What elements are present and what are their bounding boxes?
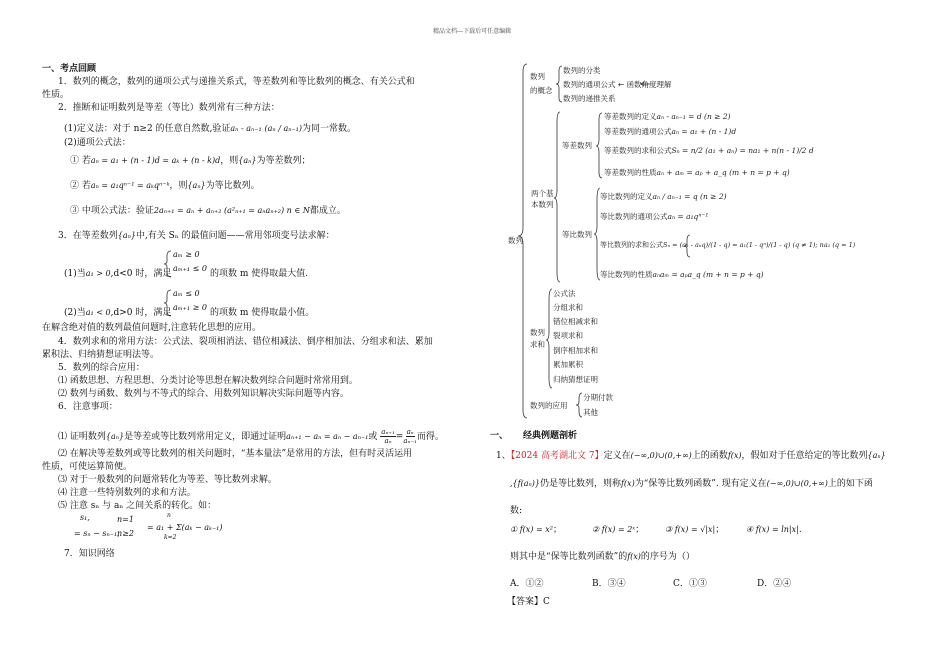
piecewise-case-1-cond: n=1 bbox=[117, 515, 134, 524]
tree-node-basic-line-2: 本数列 bbox=[531, 200, 554, 209]
case-max-result: 的项数 m 使得取最大值. bbox=[210, 269, 309, 279]
method-general-term: (2)通项公式法： bbox=[64, 138, 131, 148]
paragraph-5-item-2: ⑵ 数列与函数、数列与不等式的综合、用数列知识解决实际问题等内容。 bbox=[58, 389, 349, 399]
arith-general-formula: aₙ = a₁ + (n - 1)d = aₖ + (n - k)d bbox=[90, 156, 221, 165]
tree-sum-item-1: 公式法 bbox=[553, 289, 576, 298]
tree-node-arith: 等差数列 bbox=[562, 141, 592, 150]
sum-expression: = a₁ + Σ(aₖ − aₖ₋₁) bbox=[147, 523, 223, 532]
question-1-ask: 则其中是“保等比数列函数”的f(x)的序号为（） bbox=[510, 552, 695, 562]
section-title-review: 一、考点回顾 bbox=[42, 64, 97, 74]
option-4: ④ f(x) = ln|x|. bbox=[746, 525, 802, 535]
tree-node-app: 数列的应用 bbox=[530, 401, 568, 410]
paragraph-7: 7．知识网络 bbox=[64, 549, 115, 559]
note-1: ⑴ 证明数列{aₙ}是等差或等比数列常用定义，即通过证明aₙ₊₁ − aₙ = aₙ − aₙ₋₁或 $\frac{\text{aₙ₊₁}}{\text{aₙ}}$ = $\frac{\text{aₙ}}{\text{aₙ₋₁}}$ 而得。 bbox=[58, 428, 444, 445]
sequence-symbol: {aₙ} bbox=[117, 231, 136, 240]
paragraph-1-line-1: 1．数列的概念，数列的通项公式与递推关系式，等差数列和等比数列的概念、有关公式和 bbox=[58, 77, 415, 87]
tree-arith-item-3: 等差数列的求和公式Sₙ = n/2 (a₁ + aₙ) = na₁ + n(n - 1)/2 d bbox=[604, 146, 814, 155]
tree-concept-item-3: 数列的递推关系 bbox=[563, 94, 616, 103]
middle-term-formula: 2aₙ₊₁ = aₙ + aₙ₊₂ (a²ₙ₊₁ = aₙaₙ₊₂) n ∈ N bbox=[153, 206, 310, 215]
tree-sum-item-5: 倒序相加求和 bbox=[553, 346, 598, 355]
tree-arith-item-1: 等差数列的定义aₙ - aₙ₋₁ = d (n ≥ 2) bbox=[604, 112, 731, 121]
tree-sum-item-4: 裂项求和 bbox=[553, 331, 583, 340]
choice-a[interactable]: A．①② bbox=[510, 579, 544, 589]
note-5: ⑸ 注意 sₙ 与 aₙ 之间关系的转化。如： bbox=[58, 501, 217, 511]
tree-sum-item-6: 累加累积 bbox=[553, 360, 583, 369]
method-general-term-arith: ① 若aₙ = a₁ + (n - 1)d = aₖ + (n - k)d，则{aₙ}为等差数列； bbox=[70, 156, 311, 166]
option-3: ③ f(x) = √|x|； bbox=[665, 525, 725, 535]
tree-geo-item-3: 等比数列的求和公式Sₙ = (a₁ - aₙq)/(1 - q) = a₁(1 - qⁿ)/(1 - q) (q ≠ 1); na₁ (q = 1) bbox=[600, 241, 856, 249]
case-max-condition-1: aₘ ≥ 0 bbox=[173, 250, 200, 259]
option-2: ② f(x) = 2ˣ； bbox=[592, 525, 645, 535]
sequence-symbol: {aₙ} bbox=[105, 432, 125, 441]
piecewise-case-2-cond: n≥2 bbox=[117, 529, 134, 538]
sequence-symbol: {aₙ} bbox=[187, 181, 206, 190]
tree-node-concept-1: 数列 bbox=[530, 72, 545, 81]
paragraph-3: 3．在等差数列{aₙ}中,有关 Sₙ 的最值问题——常用邻项变号法求解： bbox=[58, 231, 335, 241]
paragraph-5-item-1: ⑴ 函数思想、方程思想、分类讨论等思想在解决数列综合问题时常常用到。 bbox=[58, 376, 358, 386]
tree-node-concept-2: 的概念 bbox=[530, 86, 553, 95]
note-3: ⑶ 对于一般数列的问题常转化为等差、等比数列求解。 bbox=[58, 475, 277, 485]
case-min-condition-1: aₘ ≤ 0 bbox=[173, 289, 200, 298]
tree-geo-item-1: 等比数列的定义aₙ / aₙ₋₁ = q (n ≥ 2) bbox=[600, 192, 727, 201]
method-general-term-geo: ② 若aₙ = a₁qⁿ⁻¹ = aₖqⁿ⁻ᵏ，则{aₙ}为等比数列。 bbox=[70, 181, 260, 191]
tree-app-item-2: 其他 bbox=[583, 408, 598, 417]
question-1-line-3: 数: bbox=[510, 506, 523, 516]
section-title-examples: 经典例题剖析 bbox=[523, 431, 578, 441]
note-4: ⑷ 注意一些特别数列的求和方法。 bbox=[58, 488, 196, 498]
page-header: 精品文档---下载后可任意编辑 bbox=[433, 28, 512, 35]
case-min-condition-2: aₘ₊₁ ≥ 0 bbox=[173, 303, 207, 312]
case-max: (1)当a₁ > 0,d<0 时，满足 bbox=[64, 269, 172, 279]
sequence-symbol: {aₙ} bbox=[238, 156, 257, 165]
case-max-condition-2: aₘ₊₁ ≤ 0 bbox=[173, 264, 207, 273]
paragraph-3-note: 在解含绝对值的数列最值问题时,注意转化思想的应用。 bbox=[42, 323, 261, 333]
choice-c[interactable]: C．①③ bbox=[673, 579, 707, 589]
section-number-examples: 一、 bbox=[490, 431, 509, 441]
piecewise-case-1-expr: s₁, bbox=[80, 513, 90, 522]
method-middle-term: ③ 中项公式法：验证2aₙ₊₁ = aₙ + aₙ₊₂ (a²ₙ₊₁ = aₙaₙ₊₂) n ∈ N都成立。 bbox=[70, 206, 346, 216]
paragraph-2: 2．推断和证明数列是等差（等比）数列常有三种方法： bbox=[58, 103, 280, 113]
tree-node-sum-line-2: 求和 bbox=[530, 340, 545, 349]
question-1-line-1: 1、【2024 高考湖北文 7】定义在(−∞,0)∪(0,+∞)上的函数f(x)，假如对于任意给定的等比数列{aₙ} bbox=[496, 451, 886, 461]
question-source-tag: 【2024 高考湖北文 7】 bbox=[510, 451, 604, 461]
tree-arith-item-2: 等差数列的通项公式aₙ = a₁ + (n - 1)d bbox=[604, 127, 737, 136]
tree-app-item-1: 分期付款 bbox=[583, 393, 613, 402]
note-2-line-1: ⑵ 在解决等差数列或等比数列的相关问题时，“基本量法”是常用的方法，但有时灵活运用 bbox=[58, 449, 413, 459]
method-definition-text: (1)定义法：对于 n≥2 的任意自然数,验证 bbox=[64, 124, 231, 134]
method-definition-tail: 为同一常数。 bbox=[302, 124, 357, 134]
option-1: ① f(x) = x²； bbox=[510, 525, 562, 535]
geo-general-formula: aₙ = a₁qⁿ⁻¹ = aₖqⁿ⁻ᵏ bbox=[90, 181, 170, 190]
tree-concept-item-2: 数列的通项公式 ← 函数角度理解 bbox=[563, 80, 672, 89]
tree-geo-item-4: 等比数列的性质aₙaₘ = aₚa_q (m + n = p + q) bbox=[600, 270, 764, 279]
tree-arith-item-4: 等差数列的性质aₙ + aₘ = aₚ + a_q (m + n = p + q) bbox=[604, 168, 790, 177]
choice-b[interactable]: B．③④ bbox=[592, 579, 626, 589]
sum-upper-limit: n bbox=[167, 512, 171, 519]
tree-node-basic-line-1: 两个基 bbox=[531, 189, 554, 198]
difference-condition: aₙ₊₁ − aₙ = aₙ − aₙ₋₁ bbox=[286, 432, 369, 441]
answer-line: 【答案】C bbox=[507, 597, 550, 607]
ratio-expression: (aₙ / aₙ₋₁) bbox=[264, 124, 303, 133]
paragraph-6: 6．注意事项： bbox=[58, 402, 118, 412]
question-1-line-2: ,{f(aₙ)}仍是等比数列，则称f(x)为“保等比数列函数”. 现有定义在(−∞,0)∪(0,+∞)上的如下函 bbox=[510, 479, 873, 489]
choice-d[interactable]: D．②④ bbox=[757, 579, 792, 589]
sum-lower-limit: k=2 bbox=[164, 534, 177, 541]
paragraph-5: 5．数列的综合应用： bbox=[58, 363, 145, 373]
tree-node-geo: 等比数列 bbox=[562, 230, 592, 239]
tree-sum-item-7: 归纳猜想证明 bbox=[553, 375, 598, 384]
tree-sum-item-3: 错位相减求和 bbox=[553, 317, 598, 326]
tree-node-sum-line-1: 数列 bbox=[530, 328, 545, 337]
note-2-line-2: 性质，可使运算简便。 bbox=[42, 462, 133, 472]
paragraph-4-line-1: 4．数列求和的常用方法：公式法、裂项相消法、错位相减法、倒序相加法、分组求和法、累加 bbox=[58, 337, 433, 347]
paragraph-4-line-2: 累积法、归纳猜想证明法等。 bbox=[42, 350, 160, 360]
case-min-result: 的项数 m 使得取最小值。 bbox=[210, 308, 315, 318]
case-min: (2)当a₁ < 0,d>0 时，满足 bbox=[64, 308, 172, 318]
tree-sum-item-2: 分组求和 bbox=[553, 303, 583, 312]
difference-expression: aₙ - aₙ₋₁ bbox=[230, 124, 262, 133]
piecewise-case-2-expr: = sₙ − sₙ₋₁, bbox=[74, 529, 120, 538]
tree-root: 数列 bbox=[508, 236, 523, 245]
tree-geo-item-2: 等比数列的通项公式aₙ = a₁qⁿ⁻¹ bbox=[600, 212, 709, 221]
tree-concept-item-1: 数列的分类 bbox=[563, 66, 601, 75]
paragraph-1-line-2: 性质。 bbox=[42, 90, 70, 100]
